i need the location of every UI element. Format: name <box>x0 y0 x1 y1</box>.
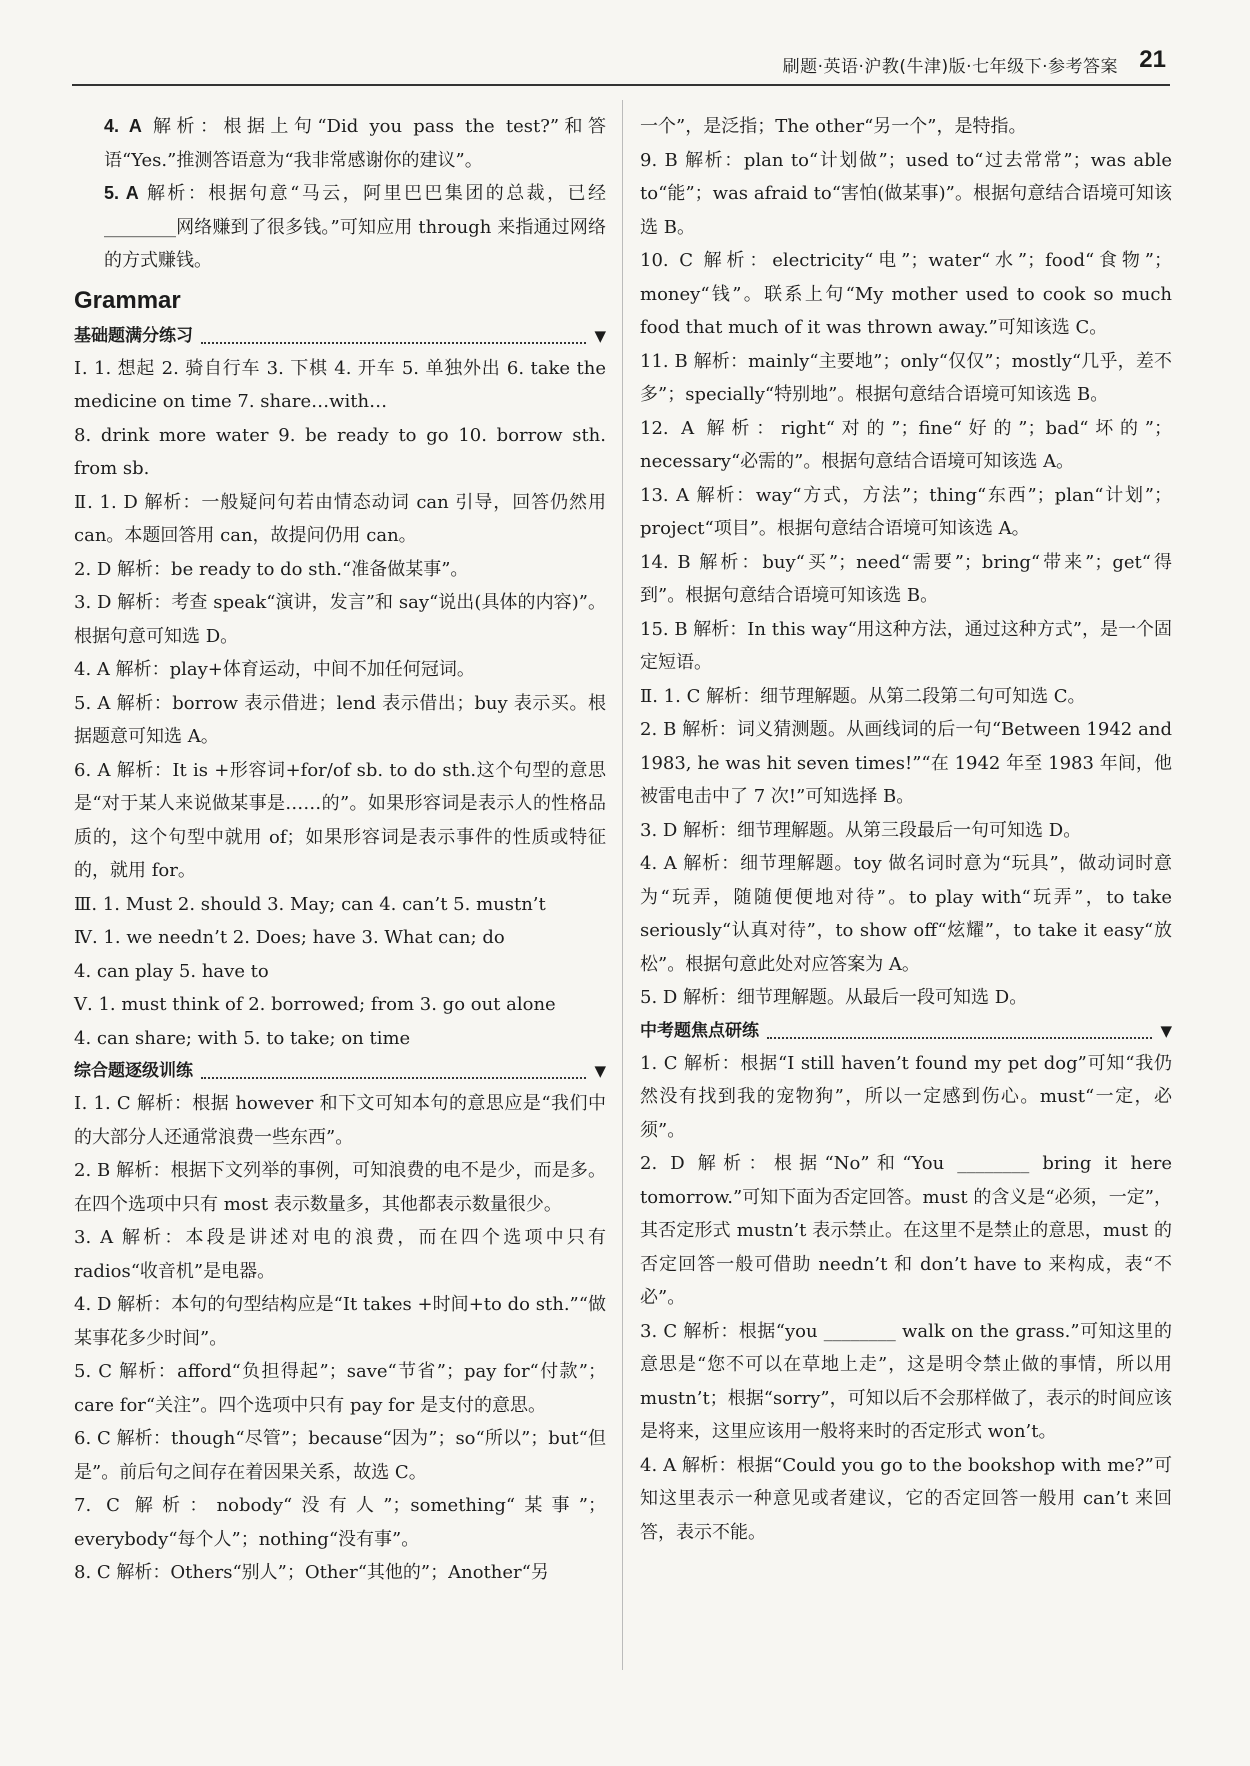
answer-line: 10. C 解析：electricity“电”；water“水”；food“食物”；money“钱”。联系上句“My mother used to cook so much food that much of it was thrown away.”可知该选 C。 <box>640 250 1172 338</box>
page-header <box>72 48 1170 86</box>
answer-line: 5. A 解析：borrow 表示借进；lend 表示借出；buy 表示买。根据题意可知选 A。 <box>74 692 606 747</box>
answer-line: 1. C 解析：根据“I still haven’t found my pet dog”可知“我仍然没有找到我的宠物狗”，所以一定感到伤心。must“一定，必须”。 <box>640 1052 1172 1141</box>
answer-line: 2. D 解析：根据“No”和“You ________ bring it here tomorrow.”可知下面为否定回答。must 的含义是“必须，一定”，其否定形式 mustn’t 表示禁止。在这里不是禁止的意思，must 的否定回答一般可借助 needn’t 和 don’t have to 来构成，表“不必”。 <box>640 1153 1172 1308</box>
answer-line: 5. C 解析：afford“负担得起”；save“节省”；pay for“付款”；care for“关注”。四个选项中只有 pay for 是支付的意思。 <box>74 1361 606 1416</box>
triangle-icon: ▼ <box>1160 1021 1172 1040</box>
answer-line: Ⅱ. 1. C 解析：细节理解题。从第二段第二句可知选 C。 <box>640 685 1086 707</box>
answer-line: Ⅱ. 1. D 解析：一般疑问句若由情态动词 can 引导，回答仍然用 can。本题回答用 can，故提问仍用 can。 <box>74 491 606 546</box>
answer-line: Ⅰ. 1. C 解析：根据 however 和下文可知本句的意思应是“我们中的大部分人还通常浪费一些东西”。 <box>74 1093 606 1148</box>
answer-line: 8. C 解析：Others“别人”；Other“其他的”；Another“另 <box>74 1562 549 1583</box>
answer-line: 5. D 解析：细节理解题。从最后一段可知选 D。 <box>640 987 1028 1008</box>
answer-line: 14. B 解析：buy“买”；need“需要”；bring“带来”；get“得到”。根据句意结合语境可知该选 B。 <box>640 551 1172 606</box>
triangle-icon: ▼ <box>594 1062 606 1080</box>
header-title: 刷题·英语·沪教(牛津)版·七年级下·参考答案 <box>782 57 1118 77</box>
page-number: 21 <box>1139 46 1166 73</box>
column-divider <box>622 100 623 1670</box>
section-heading: 基础题满分练习 ▼ <box>74 320 606 352</box>
answer-line: Ⅳ. 1. we needn’t 2. Does; have 3. What can; do <box>74 927 505 948</box>
answer-line: Ⅴ. 1. must think of 2. borrowed; from 3. go out alone <box>74 994 556 1015</box>
section-heading: 综合题逐级训练 ▼ <box>74 1055 606 1087</box>
answer-line: Ⅰ. 1. 想起 2. 骑自行车 3. 下棋 4. 开车 5. 单独外出 6. take the medicine on time 7. share…with… <box>74 357 606 412</box>
answer-line: 4. A 解析：细节理解题。toy 做名词时意为“玩具”，做动词时意为“玩弄，随随便便地对待”。to play with“玩弄”，to take seriously“认真对待”，to show off“炫耀”，to take it easy“放松”。根据句意此处对应答案为 A。 <box>640 853 1172 975</box>
answer-line: 4. can share; with 5. to take; on time <box>74 1027 411 1049</box>
right-column <box>640 110 1172 1549</box>
answer-line: 3. D 解析：考查 speak“演讲，发言”和 say“说出(具体的内容)”。根据句意可知选 D。 <box>74 592 606 647</box>
answer-line: 2. D 解析：be ready to do sth.“准备做某事”。 <box>74 558 469 580</box>
answer-line: 2. B 解析：词义猜测题。从画线词的后一句“Between 1942 and 1983, he was hit seven times!”“在 1942 年至 1983 年间，他被雷电击中了 7 次!”可知选择 B。 <box>640 719 1172 807</box>
answer-line: 3. C 解析：根据“you ________ walk on the grass.”可知这里的意思是“您不可以在草地上走”，这是明令禁止做的事情，所以用 mustn’t；根据“sorry”，可知以后不会那样做了，表示的时间应该是将来，这里应该用一般将来时的否定形式 won’t。 <box>640 1320 1172 1442</box>
answer-line: 7. C 解析：nobody“没有人”；something“某事”；everybody“每个人”；nothing“没有事”。 <box>74 1495 606 1550</box>
answer-line: Ⅲ. 1. Must 2. should 3. May; can 4. can’t 5. mustn’t <box>74 893 546 915</box>
answer-line: 4. D 解析：本句的句型结构应是“It takes +时间+to do sth.”“做某事花多少时间”。 <box>74 1294 606 1349</box>
answer-line: 一个”，是泛指；The other“另一个”，是特指。 <box>640 116 1027 137</box>
answer-line: 12. A 解析：right“对的”；fine“好的”；bad“坏的”；necessary“必需的”。根据句意结合语境可知该选 A。 <box>640 417 1172 472</box>
answer-line: 3. D 解析：细节理解题。从第三段最后一句可知选 D。 <box>640 819 1082 841</box>
triangle-icon: ▼ <box>594 326 606 345</box>
answer-line: 3. A 解析：本段是讲述对电的浪费，而在四个选项中只有 radios“收音机”是电器。 <box>74 1227 606 1282</box>
answer-line: 15. B 解析：In this way“用这种方法，通过这种方式”，是一个固定短语。 <box>640 618 1172 673</box>
section-heading: 中考题焦点研练 ▼ <box>640 1015 1172 1047</box>
answer-line: 4. A 解析：根据“Could you go to the bookshop with me?”可知这里表示一种意见或者建议，它的否定回答一般用 can’t 来回答，表示不能。 <box>640 1454 1172 1543</box>
left-column <box>74 110 606 1590</box>
answer-item: 4. A 解析：根据上句“Did you pass the test?”和答语“Yes.”推测答语意为“我非常感谢你的建议”。 <box>104 116 606 171</box>
answer-line: 13. A 解析：way“方式，方法”；thing“东西”；plan“计划”；project“项目”。根据句意结合语境可知该选 A。 <box>640 484 1172 539</box>
answer-line: 9. B 解析：plan to“计划做”；used to“过去常常”；was able to“能”；was afraid to“害怕(做某事)”。根据句意结合语境可知该选 B。 <box>640 149 1172 238</box>
answer-line: 8. drink more water 9. be ready to go 10. borrow sth. from sb. <box>74 424 606 479</box>
answer-line: 4. A 解析：play+体育运动，中间不加任何冠词。 <box>74 659 475 680</box>
grammar-heading: Grammar <box>74 286 181 314</box>
answer-line: 4. can play 5. have to <box>74 960 269 982</box>
answer-line: 6. C 解析：though“尽管”；because“因为”；so“所以”；but“但是”。前后句之间存在着因果关系，故选 C。 <box>74 1428 606 1483</box>
answer-line: 6. A 解析：It is +形容词+for/of sb. to do sth.这个句型的意思是“对于某人来说做某事是……的”。如果形容词是表示人的性格品质的，这个句型中就用 of；如果形容词是表示事件的性质或特征的，就用 for。 <box>74 759 606 881</box>
answer-item: 5. A 解析：根据句意“马云，阿里巴巴集团的总裁，已经________网络赚到了很多钱。”可知应用 through 来指通过网络的方式赚钱。 <box>104 183 606 271</box>
answer-line: 2. B 解析：根据下文列举的事例，可知浪费的电不是少，而是多。在四个选项中只有 most 表示数量多，其他都表示数量很少。 <box>74 1160 606 1215</box>
answer-line: 11. B 解析：mainly“主要地”；only“仅仅”；mostly“几乎，差不多”；specially“特别地”。根据句意结合语境可知该选 B。 <box>640 350 1172 405</box>
